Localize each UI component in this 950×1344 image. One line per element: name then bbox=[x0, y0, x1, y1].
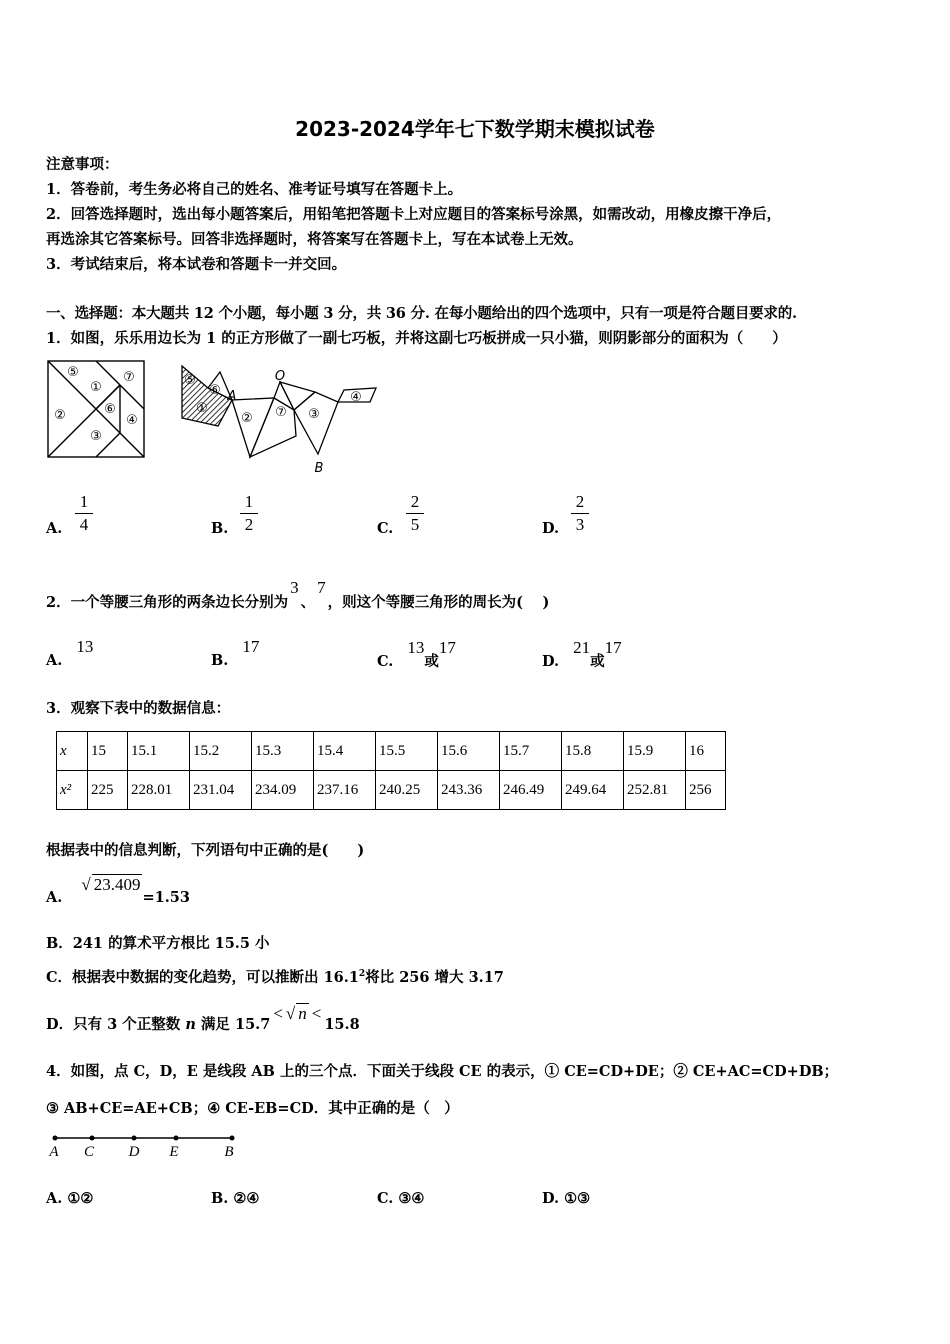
table-cell: 15.5 bbox=[376, 732, 438, 771]
table-cell: 15.9 bbox=[624, 732, 686, 771]
denominator: 5 bbox=[410, 515, 420, 534]
piece-label: ⑤ bbox=[184, 373, 196, 388]
table-cell: 15.6 bbox=[438, 732, 500, 771]
q2-stem-b: ，则这个等腰三角形的周长为( ) bbox=[327, 594, 550, 611]
option-value: 13 bbox=[76, 637, 94, 656]
table-cell: 228.01 bbox=[128, 771, 190, 810]
piece-label: ③ bbox=[90, 429, 102, 444]
q3-stem: 3．观察下表中的数据信息： bbox=[46, 700, 231, 717]
option-text: ③④ bbox=[398, 1190, 425, 1207]
q4-option-a[interactable] bbox=[46, 1190, 93, 1207]
page-title: 2023-2024学年七下数学期末模拟试卷 bbox=[295, 117, 655, 141]
table-cell: 243.36 bbox=[438, 771, 500, 810]
option-text: ②④ bbox=[233, 1190, 260, 1207]
table-cell: 225 bbox=[88, 771, 128, 810]
point-a bbox=[53, 1136, 58, 1141]
point-label: C bbox=[83, 1144, 95, 1160]
piece-label: ⑤ bbox=[67, 365, 79, 380]
table-cell: 252.81 bbox=[624, 771, 686, 810]
option-letter: C. bbox=[377, 653, 394, 670]
data-table bbox=[56, 731, 726, 810]
piece-label: ① bbox=[90, 380, 102, 395]
table-cell: 15.7 bbox=[500, 732, 562, 771]
option-or: 或 bbox=[590, 653, 605, 670]
q2-option-c[interactable] bbox=[377, 638, 456, 671]
point-label: D bbox=[128, 1144, 140, 1160]
q3-option-d[interactable] bbox=[46, 1004, 360, 1034]
less-than: < bbox=[311, 1004, 322, 1023]
option-text: ①③ bbox=[564, 1190, 591, 1207]
point-c bbox=[90, 1136, 95, 1141]
q4-stem-2: ③ AB+CE=AE+CB；④ CE-EB=CD．其中正确的是（ ） bbox=[46, 1100, 459, 1117]
point-label-a: A bbox=[227, 389, 237, 404]
q3-option-c[interactable] bbox=[46, 966, 504, 987]
superscript: 2 bbox=[358, 969, 366, 980]
q4-option-c[interactable] bbox=[377, 1190, 424, 1207]
piece-label: ⑥ bbox=[209, 383, 221, 398]
radicand: n bbox=[298, 1004, 307, 1023]
denominator: 3 bbox=[575, 515, 585, 534]
piece-label: ⑦ bbox=[123, 370, 135, 385]
q4-option-b[interactable] bbox=[211, 1190, 259, 1207]
variable-n: n bbox=[185, 1016, 196, 1033]
table-cell: 237.16 bbox=[314, 771, 376, 810]
table-cell: 15.8 bbox=[562, 732, 624, 771]
q1-option-d-fraction bbox=[571, 492, 589, 535]
option-letter: B. bbox=[211, 520, 229, 537]
option-text-b: 将比 256 增大 3.17 bbox=[365, 969, 504, 986]
q2-option-a[interactable] bbox=[46, 637, 94, 670]
piece-label: ② bbox=[241, 411, 253, 426]
option-text: ①② bbox=[67, 1190, 94, 1207]
q1-option-c-fraction bbox=[406, 492, 424, 535]
q1-option-c[interactable] bbox=[377, 520, 393, 537]
piece-7 bbox=[250, 398, 296, 457]
q2-separator: 、 bbox=[300, 594, 316, 611]
table-cell: 15.2 bbox=[190, 732, 252, 771]
table-cell: 15 bbox=[88, 732, 128, 771]
option-letter: A. bbox=[46, 1190, 63, 1207]
table-cell: 15.1 bbox=[128, 732, 190, 771]
option-letter: C. bbox=[377, 520, 394, 537]
q2-stem bbox=[46, 578, 550, 612]
option-letter: A. bbox=[46, 889, 63, 906]
q3-option-a[interactable] bbox=[46, 875, 190, 907]
piece-label: ① bbox=[196, 401, 208, 416]
q2-option-b[interactable] bbox=[211, 637, 260, 670]
numerator: 1 bbox=[79, 492, 89, 511]
q1-option-b[interactable] bbox=[211, 520, 228, 537]
q1-stem: 1．如图，乐乐用边长为 1 的正方形做了一副七巧板，并将这副七巧板拼成一只小猫，则阴影部分的面积为（ ） bbox=[46, 330, 787, 347]
numerator: 2 bbox=[575, 492, 585, 511]
option-letter: C. bbox=[377, 1190, 394, 1207]
option-or: 或 bbox=[424, 653, 439, 670]
notice-line-3: 3．考试结束后，将本试卷和答题卡一并交回。 bbox=[46, 256, 347, 273]
table-cell: 256 bbox=[686, 771, 726, 810]
table-cell: 15.3 bbox=[252, 732, 314, 771]
q2-option-d[interactable] bbox=[542, 638, 622, 671]
option-text-b: 满足 15.7 bbox=[200, 1016, 271, 1033]
option-value-2: 17 bbox=[604, 638, 622, 657]
point-label-o: O bbox=[274, 369, 286, 384]
table-header-x2: x² bbox=[57, 771, 88, 810]
point-b bbox=[230, 1136, 235, 1141]
table-header-x: x bbox=[57, 732, 88, 771]
notice-line-2b: 再选涂其它答案标号。回答非选择题时，将答案写在答题卡上，写在本试卷上无效。 bbox=[46, 231, 583, 248]
option-letter: D. bbox=[542, 1190, 560, 1207]
q3-option-b[interactable]: B．241 的算术平方根比 15.5 小 bbox=[46, 935, 270, 952]
table-cell: 246.49 bbox=[500, 771, 562, 810]
denominator: 4 bbox=[79, 515, 89, 534]
table-row-x2 bbox=[57, 771, 726, 810]
table-cell: 234.09 bbox=[252, 771, 314, 810]
q1-option-a-fraction bbox=[75, 492, 93, 535]
point-d bbox=[132, 1136, 137, 1141]
notice-line-2a: 2．回答选择题时，选出每小题答案后，用铅笔把答题卡上对应题目的答案标号涂黑，如需改动，用橡皮擦干净后， bbox=[46, 206, 782, 223]
q4-option-d[interactable] bbox=[542, 1190, 590, 1207]
option-text-c: 15.8 bbox=[324, 1016, 360, 1033]
sqrt-expression: √ 23.409 bbox=[81, 875, 141, 894]
q2-stem-a: 2．一个等腰三角形的两条边长分别为 bbox=[46, 594, 289, 611]
piece-label: ④ bbox=[350, 390, 362, 405]
piece-label: ⑥ bbox=[104, 402, 116, 417]
point-e bbox=[174, 1136, 179, 1141]
option-letter: D. bbox=[542, 520, 560, 537]
tangram-cat-figure bbox=[170, 362, 385, 477]
q4-stem-1: 4．如图，点 C，D，E 是线段 AB 上的三个点．下面关于线段 CE 的表示，① CE=CD+DE；② CE+AC=CD+DB； bbox=[46, 1063, 839, 1080]
radicand: 23.409 bbox=[93, 875, 141, 894]
option-letter: D. bbox=[542, 653, 560, 670]
option-rest: =1.53 bbox=[142, 889, 190, 906]
piece-label: ④ bbox=[126, 413, 138, 428]
piece-3 bbox=[294, 392, 338, 454]
option-value: 13 bbox=[407, 638, 425, 657]
option-text-a: C．根据表中数据的变化趋势，可以推断出 16.1 bbox=[46, 969, 359, 986]
point-label: A bbox=[49, 1144, 59, 1160]
option-value: 17 bbox=[242, 637, 260, 656]
less-than: < bbox=[273, 1004, 283, 1023]
point-label: B bbox=[224, 1144, 234, 1160]
option-letter: A. bbox=[46, 652, 63, 669]
q1-option-a[interactable] bbox=[46, 520, 62, 537]
option-value-2: 17 bbox=[438, 638, 456, 657]
segment-figure bbox=[46, 1130, 246, 1162]
q1-option-d[interactable] bbox=[542, 520, 559, 537]
table-cell: 249.64 bbox=[562, 771, 624, 810]
tangram-square-figure bbox=[46, 359, 146, 459]
table-cell: 15.4 bbox=[314, 732, 376, 771]
table-cell: 231.04 bbox=[190, 771, 252, 810]
piece-label: ⑦ bbox=[275, 405, 287, 420]
option-letter: A. bbox=[46, 520, 63, 537]
option-letter: B. bbox=[211, 652, 229, 669]
piece-label: ③ bbox=[308, 407, 320, 422]
denominator: 2 bbox=[244, 515, 254, 534]
table-cell: 16 bbox=[686, 732, 726, 771]
notice-line-1: 1．答卷前，考生务必将自己的姓名、准考证号填写在答题卡上。 bbox=[46, 181, 463, 198]
option-text-a: D．只有 3 个正整数 bbox=[46, 1016, 181, 1033]
option-value: 21 bbox=[573, 638, 591, 657]
sqrt-n: √ n bbox=[285, 1004, 307, 1023]
q2-value-1: 3 bbox=[290, 578, 299, 597]
numerator: 2 bbox=[410, 492, 420, 511]
option-letter: B. bbox=[211, 1190, 229, 1207]
notice-heading: 注意事项： bbox=[46, 156, 119, 173]
q3-question: 根据表中的信息判断，下列语句中正确的是( ) bbox=[46, 842, 365, 859]
point-label: E bbox=[169, 1144, 179, 1160]
table-cell: 240.25 bbox=[376, 771, 438, 810]
numerator: 1 bbox=[244, 492, 254, 511]
point-label-b: B bbox=[314, 461, 324, 476]
piece-label: ② bbox=[54, 408, 66, 423]
table-row-x bbox=[57, 732, 726, 771]
q1-option-b-fraction bbox=[240, 492, 258, 535]
section-heading: 一、选择题：本大题共 12 个小题，每小题 3 分，共 36 分. 在每小题给出的四个选项中，只有一项是符合题目要求的. bbox=[46, 305, 797, 322]
q2-value-2: 7 bbox=[317, 578, 326, 597]
